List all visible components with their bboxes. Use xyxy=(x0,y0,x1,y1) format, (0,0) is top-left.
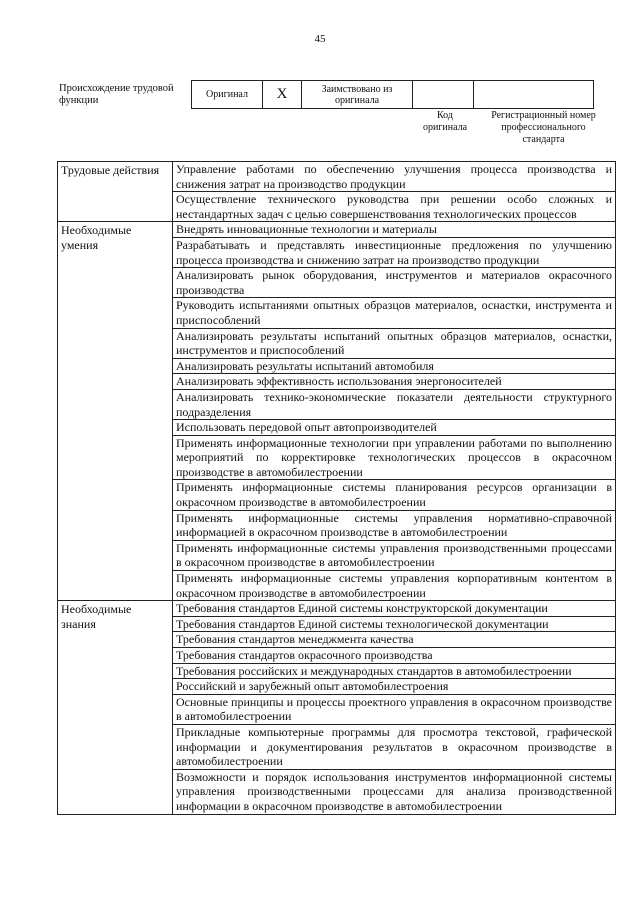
section-item: Прикладные компьютерные программы для просмотра текстовой, графической информации и документирования результатов в окрасочном производстве в автомобилестроении xyxy=(173,724,616,769)
function-table xyxy=(57,161,616,815)
reg-number-cell xyxy=(474,81,594,109)
section-item: Применять информационные системы управления нормативно-справочной информацией в окрасочном производстве в автомобилестроении xyxy=(173,510,616,540)
section-item: Требования стандартов Единой системы конструкторской документации xyxy=(173,601,616,617)
section-item: Российский и зарубежный опыт автомобилестроения xyxy=(173,679,616,695)
section-item: Применять информационные системы планирования ресурсов организации в окрасочном производстве в автомобилестроении xyxy=(173,480,616,510)
page-number: 45 xyxy=(314,33,326,45)
section-item: Анализировать результаты испытаний автомобиля xyxy=(173,358,616,374)
section-item: Руководить испытаниями опытных образцов материалов, оснастки, инструмента и приспособлений xyxy=(173,298,616,328)
section-item: Применять информационные системы управления производственными процессами в окрасочном производстве в автомобилестроении xyxy=(173,540,616,570)
code-cell xyxy=(413,81,474,109)
code-label: Код оригинала xyxy=(422,110,468,133)
section-item: Анализировать технико-экономические показатели деятельности структурного подразделения xyxy=(173,389,616,419)
table-row xyxy=(58,601,616,617)
origin-label: Происхождение трудовой функции xyxy=(59,83,174,106)
section-item: Применять информационные системы управления корпоративным контентом в окрасочном производстве в автомобилестроении xyxy=(173,571,616,601)
table-row xyxy=(58,222,616,238)
section-item: Требования стандартов Единой системы технологической документации xyxy=(173,616,616,632)
borrowed-cell: Заимствовано из оригинала xyxy=(302,81,413,109)
section-item: Анализировать эффективность использования энергоносителей xyxy=(173,374,616,390)
section-item: Требования российских и международных стандартов в автомобилестроении xyxy=(173,663,616,679)
reg-number-label: Регистрационный номер профессионального стандарта xyxy=(491,110,596,145)
section-title: Трудовые действия xyxy=(58,162,173,222)
section-title: Необходимые умения xyxy=(58,222,173,601)
section-title: Необходимые знания xyxy=(58,601,173,814)
original-mark: X xyxy=(263,81,302,109)
section-item: Осуществление технического руководства при решении особо сложных и нестандартных задач с целью совершенствования технологических процессов xyxy=(173,192,616,222)
section-item: Требования стандартов менеджмента качества xyxy=(173,632,616,648)
section-item: Анализировать результаты испытаний опытных образцов материалов, оснастки, инструментов и приспособлений xyxy=(173,328,616,358)
section-item: Анализировать рынок оборудования, инструментов и материалов окрасочного производства xyxy=(173,268,616,298)
section-item: Разрабатывать и представлять инвестиционные предложения по улучшению процесса производства и снижению затрат на производство продукции xyxy=(173,237,616,267)
original-cell: Оригинал xyxy=(192,81,263,109)
section-item: Возможности и порядок использования инструментов информационной системы управления производственными процессами для анализа производственной информации в окрасочном производстве в автомобилестроении xyxy=(173,769,616,814)
table-row xyxy=(58,162,616,192)
section-item: Управление работами по обеспечению улучшения процесса производства и снижения затрат на производство продукции xyxy=(173,162,616,192)
section-item: Применять информационные технологии при управлении работами по выполнению мероприятий по корректировке технологических процессов в окрасочном производстве в автомобилестроении xyxy=(173,435,616,480)
section-item: Использовать передовой опыт автопроизводителей xyxy=(173,420,616,436)
origin-table xyxy=(191,80,594,109)
section-item: Основные принципы и процессы проектного управления в окрасочном производстве в автомобилестроении xyxy=(173,694,616,724)
section-item: Требования стандартов окрасочного производства xyxy=(173,648,616,664)
section-item: Внедрять инновационные технологии и материалы xyxy=(173,222,616,238)
